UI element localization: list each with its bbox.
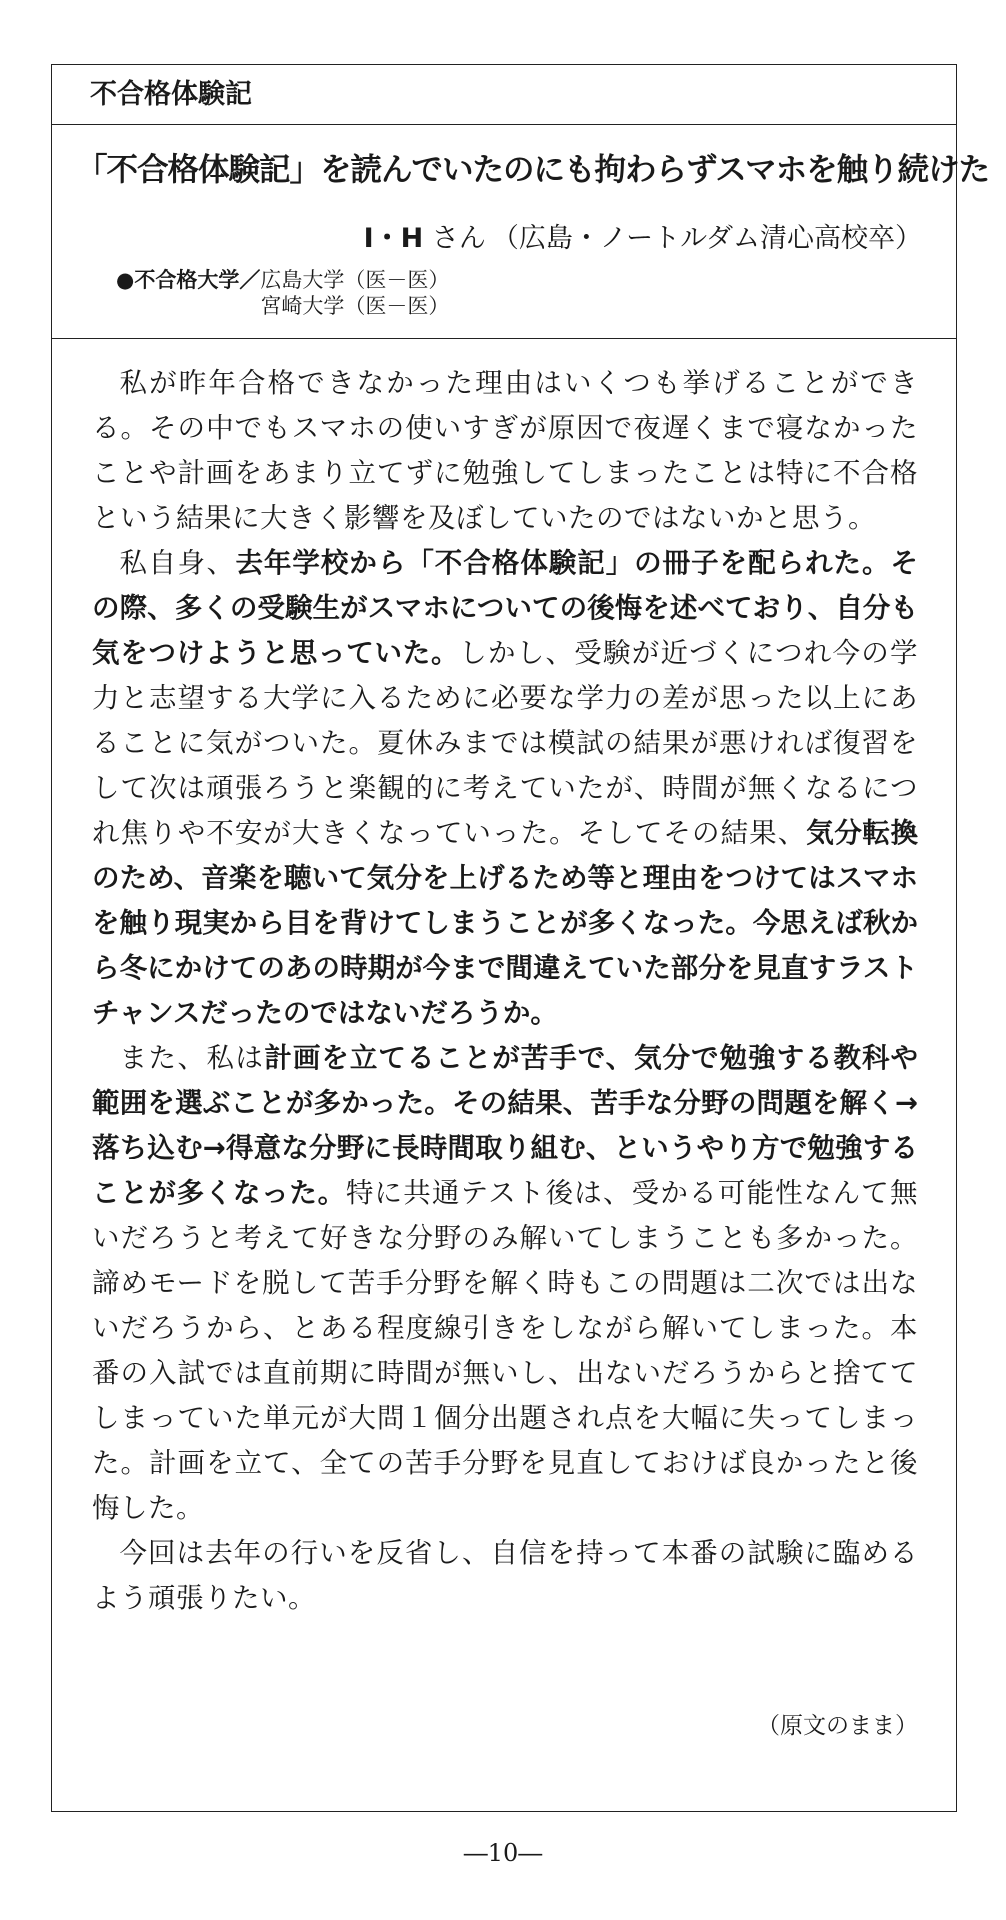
paragraph-2-lead: 私自身、 [119,547,236,579]
paragraph-4: 今回は去年の行いを反省し、自信を持って本番の試験に臨めるよう頑張りたい。 [92,1537,918,1614]
paragraph-2-bold-2: 気分転換のため、音楽を聴いて気分を上げるため等と理由をつけてはスマホを触り現実から目を背けてしまうことが多くなった。今思えば秋から冬にかけてのあの時期が今まで間違えていた部分を見直すラストチャンスだったのではないだろうか。 [92,817,919,1029]
author-honorific: さん [431,223,486,254]
page-number: ―10― [463,1839,543,1867]
author-name: I・H [363,223,424,254]
article-frame [51,64,990,1812]
headline: 「不合格体験記」を読んでいたのにも拘わらずスマホを触り続けた [76,152,990,188]
paragraph-3-rest: 特に共通テスト後は、受かる可能性なんて無いだろうと考えて好きな分野のみ解いてしまうことも多かった。諦めモードを脱して苦手分野を解く時もこの問題は二次では出ないだろうから、とある程度線引きをしながら解いてしまった。本番の入試では直前期に時間が無いし、出ないだろうからと捨ててしまっていた単元が大問１個分出題され点を大幅に失ってしまった。計画を立て、全ての苦手分野を見直しておけば良かったと後悔した。 [92,1177,919,1524]
failed-university-1: 広島大学（医－医） [260,268,450,292]
failed-list [260,267,449,319]
paragraph-3 [92,1036,918,1531]
paragraph-3-bold: 計画を立てることが苦手で、気分で勉強する教科や範囲を選ぶことが多かった。その結果、苦手な分野の問題を解く→落ち込む→得意な分野に長時間取り組む、というやり方で勉強することが多くなった。 [92,1042,919,1209]
author-school: （広島・ノートルダム清心高校卒） [491,223,922,254]
paragraph-2-middle: しかし、受験が近づくにつれ今の学力と志望する大学に入るために必要な学力の差が思った以上にあることに気がついた。夏休みまでは模試の結果が悪ければ復習をして次は頑張ろうと楽観的に考えていたが、時間が無くなるにつれ焦りや不安が大きくなっていった。そしてその結果、 [92,637,919,849]
original-text-note: （原文のまま） [757,1713,918,1739]
paragraph-1: 私が昨年合格できなかった理由はいくつも挙げることができる。その中でもスマホの使いすぎが原因で夜遅くまで寝なかったことや計画をあまり立てずに勉強してしまったことは特に不合格という結果に大きく影響を及ぼしていたのではないかと思う。 [92,367,918,534]
article-body [92,361,918,1621]
paragraph-2-bold-1: 去年学校から「不合格体験記」の冊子を配られた。その際、多くの受験生がスマホについての後悔を述べており、自分も気をつけようと思っていた。 [92,547,919,669]
failed-university-2: 宮崎大学（医－医） [260,294,450,318]
paragraph-3-lead: また、私は [119,1042,265,1074]
failed-universities [116,267,449,319]
section-label: 不合格体験記 [52,65,956,125]
paragraph-2 [92,541,918,1036]
article-header [52,125,990,339]
failed-label: ●不合格大学／ [116,268,261,292]
author-line [364,219,922,259]
